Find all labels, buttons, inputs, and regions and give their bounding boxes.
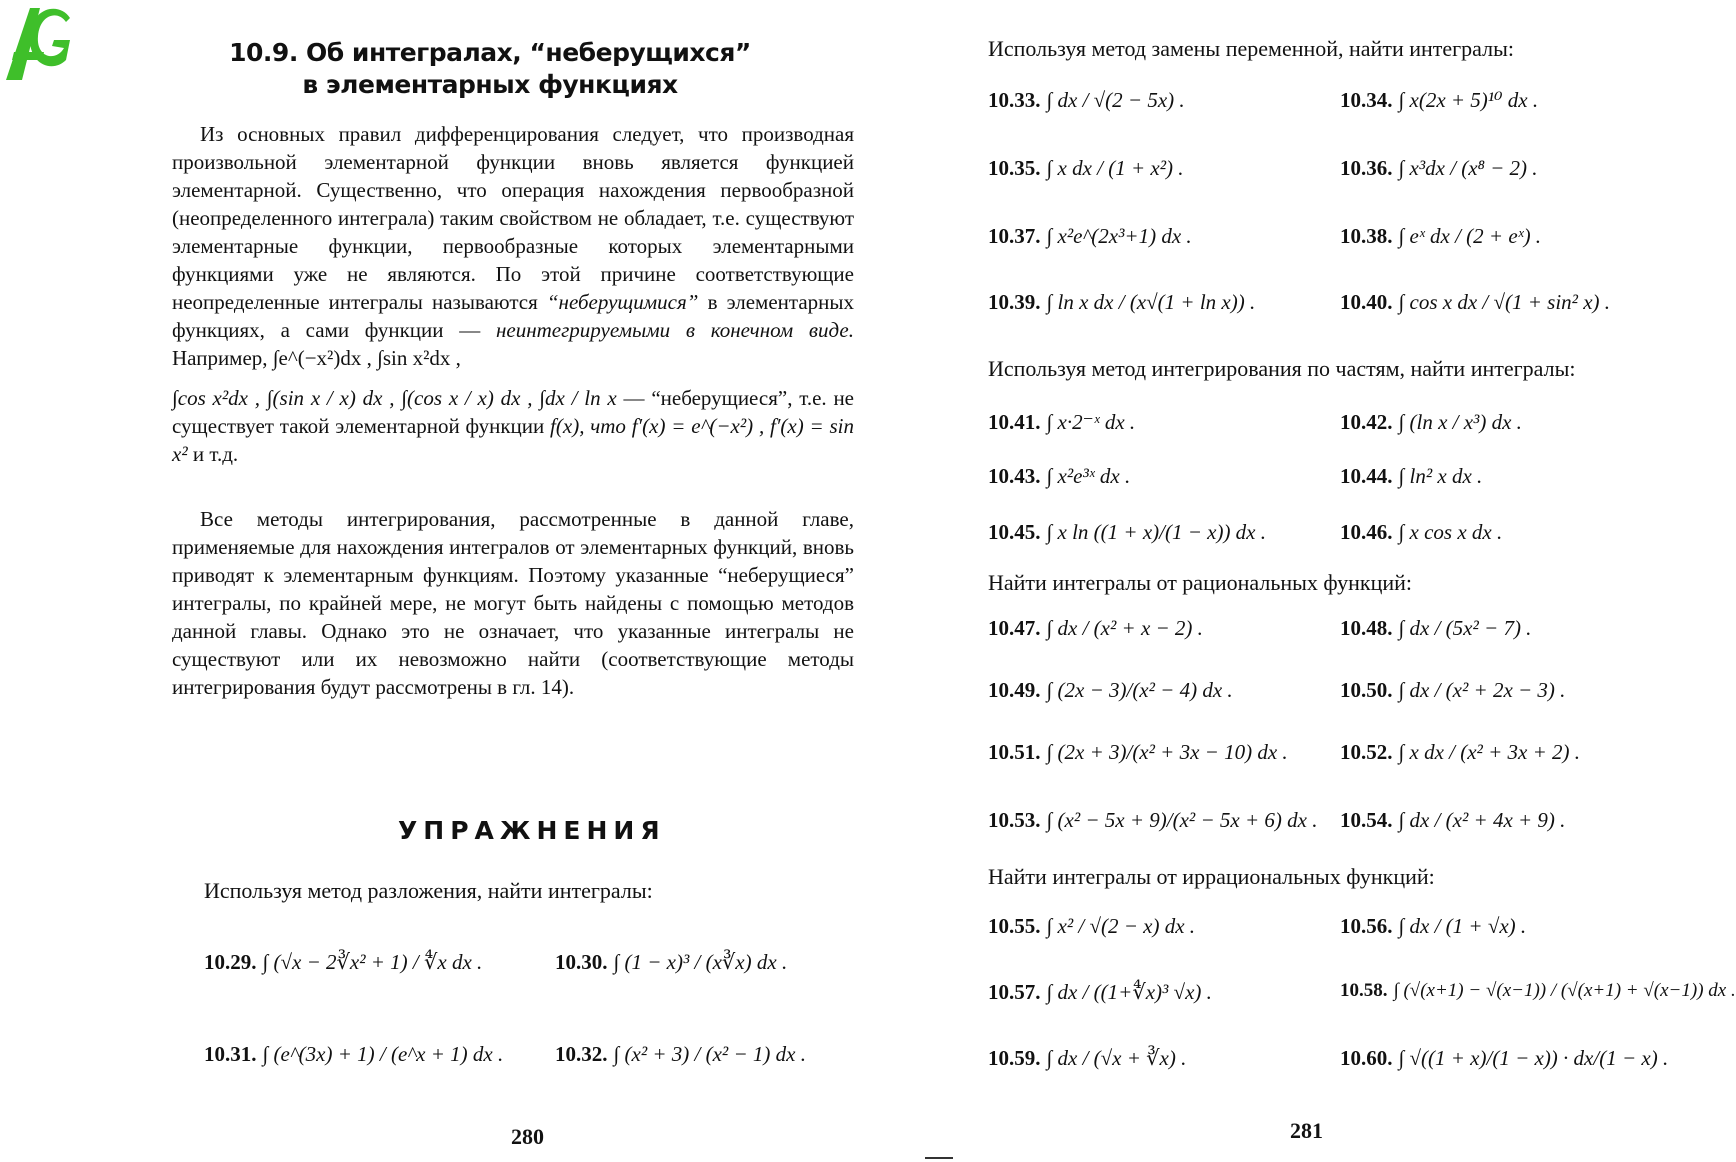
problem-item — [1340, 464, 1482, 489]
problem-item — [555, 950, 787, 975]
problem-expression: ∫ dx / (x² + 2x − 3) . — [1398, 678, 1566, 702]
problem-number: 10.48. — [1340, 616, 1393, 640]
intro-text: Из основных правил дифференцирования следует, что производная произвольной элементарной функции вновь является функцией элементарной. Существенно, что операция нахождения первообразной (неопределенного интеграла) таким свойством не обладает, т.е. существуют элементарные функции, первообразные которых элементарными функциями уже не являются. По этой причине соответствующие неопределенные интегралы называются — [172, 122, 854, 314]
problem-item — [988, 678, 1233, 703]
problem-expression: ∫ dx / (x² + x − 2) . — [1046, 616, 1203, 640]
problem-number: 10.29. — [204, 950, 257, 974]
intro-paragraph — [172, 120, 854, 468]
second-paragraph — [172, 505, 854, 701]
instruction-decomposition: Используя метод разложения, найти интегралы: — [204, 878, 653, 903]
problem-number: 10.42. — [1340, 410, 1393, 434]
problem-item — [555, 1042, 806, 1067]
second-paragraph-text: Все методы интегрирования, рассмотренные в данной главе, применяемые для нахождения интегралов от элементарных функций, вновь приводят к элементарным функциям. Поэтому указанные “неберущиеся” интегралы, по крайней мере, не могут быть найдены с помощью методов данной главы. Однако это не означает, что указанные интегралы не существуют или их невозможно найти (соответствующие методы интегрирования будут рассмотрены в гл. 14). — [172, 507, 854, 699]
problem-item — [988, 156, 1184, 181]
intro-text-cont: в элементарных функциях, а сами функции — — [172, 290, 854, 342]
problem-item — [1340, 678, 1565, 703]
intro-fx: f(x), что f′(x) = e^(−x²) , f′(x) = sin x² — [172, 414, 854, 466]
problem-expression: ∫ (√(x+1) − √(x−1)) / (√(x+1) + √(x−1)) dx . — [1393, 980, 1736, 1001]
problem-item — [1340, 980, 1736, 1002]
problem-item — [988, 740, 1288, 765]
problem-number: 10.47. — [988, 616, 1041, 640]
problem-item — [1340, 224, 1541, 249]
problem-expression: ∫ (x² + 3) / (x² − 1) dx . — [613, 1042, 806, 1066]
problem-expression: ∫ ln x dx / (x√(1 + ln x)) . — [1046, 290, 1256, 314]
problem-expression: ∫ x²e³ˣ dx . — [1046, 464, 1131, 488]
problem-item — [988, 1046, 1186, 1071]
problem-expression: ∫ x·2⁻ˣ dx . — [1046, 410, 1136, 434]
problem-item — [1340, 156, 1538, 181]
problem-number: 10.45. — [988, 520, 1041, 544]
section-title-line2: в элементарных функциях — [302, 70, 678, 99]
page-number-right: 281 — [1290, 1118, 1323, 1143]
problem-expression: ∫ x cos x dx . — [1398, 520, 1503, 544]
problem-expression: ∫ eˣ dx / (2 + eˣ) . — [1398, 224, 1542, 248]
problem-number: 10.52. — [1340, 740, 1393, 764]
intro-formulas: ∫cos x²dx , ∫(sin x / x) dx , ∫(cos x / x) dx , ∫dx / ln x — [172, 386, 617, 410]
section-title-line1: 10.9. Об интегралах, “неберущихся” — [229, 38, 751, 67]
problem-item — [988, 410, 1135, 435]
problem-number: 10.55. — [988, 914, 1041, 938]
problem-item — [988, 224, 1192, 249]
problem-number: 10.46. — [1340, 520, 1393, 544]
problem-item — [988, 808, 1317, 833]
problem-number: 10.38. — [1340, 224, 1393, 248]
problem-expression: ∫ dx / (1 + √x) . — [1398, 914, 1527, 938]
problem-expression: ∫ dx / (5x² − 7) . — [1398, 616, 1532, 640]
bottom-divider — [925, 1157, 953, 1159]
problem-expression: ∫ (x² − 5x + 9)/(x² − 5x + 6) dx . — [1046, 808, 1318, 832]
problem-item — [1340, 410, 1522, 435]
problem-item — [1340, 1046, 1668, 1071]
problem-expression: ∫ cos x dx / √(1 + sin² x) . — [1398, 290, 1611, 314]
problem-number: 10.34. — [1340, 88, 1393, 112]
problem-number: 10.51. — [988, 740, 1041, 764]
left-page — [0, 0, 860, 1162]
problem-expression: ∫ (√x − 2∛x² + 1) / ∜x dx . — [262, 950, 483, 974]
problem-number: 10.49. — [988, 678, 1041, 702]
problem-expression: ∫ (2x + 3)/(x² + 3x − 10) dx . — [1046, 740, 1288, 764]
problem-number: 10.60. — [1340, 1046, 1393, 1070]
problem-number: 10.44. — [1340, 464, 1393, 488]
problem-expression: ∫ x³dx / (x⁸ − 2) . — [1398, 156, 1538, 180]
problem-number: 10.56. — [1340, 914, 1393, 938]
problem-number: 10.54. — [1340, 808, 1393, 832]
problem-expression: ∫ √((1 + x)/(1 − x)) · dx/(1 − x) . — [1398, 1046, 1669, 1070]
problem-expression: ∫ (e^(3x) + 1) / (e^x + 1) dx . — [262, 1042, 504, 1066]
problem-item — [988, 914, 1195, 939]
problem-item — [988, 616, 1203, 641]
problem-expression: ∫ (ln x / x³) dx . — [1398, 410, 1522, 434]
instruction-parts: Используя метод интегрирования по частям, найти интегралы: — [988, 356, 1576, 381]
intro-italic-term: “неберущимися” — [546, 290, 699, 314]
problem-expression: ∫ dx / ((1+∜x)³ √x) . — [1046, 980, 1212, 1004]
problem-item — [1340, 616, 1531, 641]
intro-italic-term2: неинтегрируемыми в конечном виде. — [495, 318, 854, 342]
problem-item — [988, 980, 1212, 1005]
problem-expression: ∫ x²e^(2x³+1) dx . — [1046, 224, 1192, 248]
intro-end: и т.д. — [192, 442, 239, 466]
problem-expression: ∫ dx / √(2 − 5x) . — [1046, 88, 1185, 112]
problem-item — [204, 1042, 503, 1067]
problem-expression: ∫ dx / (x² + 4x + 9) . — [1398, 808, 1566, 832]
right-page — [960, 0, 1736, 1162]
problem-number: 10.30. — [555, 950, 608, 974]
problem-item — [988, 464, 1130, 489]
problem-item — [1340, 740, 1580, 765]
problem-item — [1340, 520, 1502, 545]
problem-item — [988, 520, 1266, 545]
intro-example: Например, ∫e^(−x²)dx , ∫sin x²dx , — [172, 346, 461, 370]
problem-number: 10.37. — [988, 224, 1041, 248]
problem-number: 10.43. — [988, 464, 1041, 488]
page-number-left: 280 — [511, 1124, 544, 1149]
problem-number: 10.50. — [1340, 678, 1393, 702]
problem-number: 10.57. — [988, 980, 1041, 1004]
problem-number: 10.36. — [1340, 156, 1393, 180]
problem-number: 10.32. — [555, 1042, 608, 1066]
problem-expression: ∫ ln² x dx . — [1398, 464, 1483, 488]
problem-expression: ∫ x ln ((1 + x)/(1 − x)) dx . — [1046, 520, 1267, 544]
instruction-irrational: Найти интегралы от иррациональных функций: — [988, 864, 1435, 889]
problem-expression: ∫ x dx / (1 + x²) . — [1046, 156, 1184, 180]
problem-item — [988, 88, 1185, 113]
problem-expression: ∫ x² / √(2 − x) dx . — [1046, 914, 1196, 938]
problem-number: 10.58. — [1340, 980, 1388, 1001]
instruction-substitution: Используя метод замены переменной, найти интегралы: — [988, 36, 1515, 61]
problem-number: 10.40. — [1340, 290, 1393, 314]
problem-item — [1340, 88, 1538, 113]
problem-item — [1340, 290, 1610, 315]
problem-item — [1340, 808, 1565, 833]
exercises-heading: УПРАЖНЕНИЯ — [398, 816, 666, 845]
problem-number: 10.35. — [988, 156, 1041, 180]
problem-number: 10.41. — [988, 410, 1041, 434]
intro-tail: — “неберущиеся”, т.е. не существует такой элементарной функции — [172, 386, 855, 438]
problem-expression: ∫ x(2x + 5)¹⁰ dx . — [1398, 88, 1539, 112]
problem-number: 10.33. — [988, 88, 1041, 112]
problem-number: 10.59. — [988, 1046, 1041, 1070]
problem-item — [988, 290, 1255, 315]
problem-expression: ∫ dx / (√x + ∛x) . — [1046, 1046, 1187, 1070]
problem-item — [1340, 914, 1526, 939]
problem-number: 10.53. — [988, 808, 1041, 832]
problem-expression: ∫ x dx / (x² + 3x + 2) . — [1398, 740, 1580, 764]
instruction-rational: Найти интегралы от рациональных функций: — [988, 570, 1413, 595]
problem-expression: ∫ (2x − 3)/(x² − 4) dx . — [1046, 678, 1233, 702]
problem-number: 10.39. — [988, 290, 1041, 314]
problem-number: 10.31. — [204, 1042, 257, 1066]
problem-expression: ∫ (1 − x)³ / (x∛x) dx . — [613, 950, 788, 974]
problem-item — [204, 950, 482, 975]
